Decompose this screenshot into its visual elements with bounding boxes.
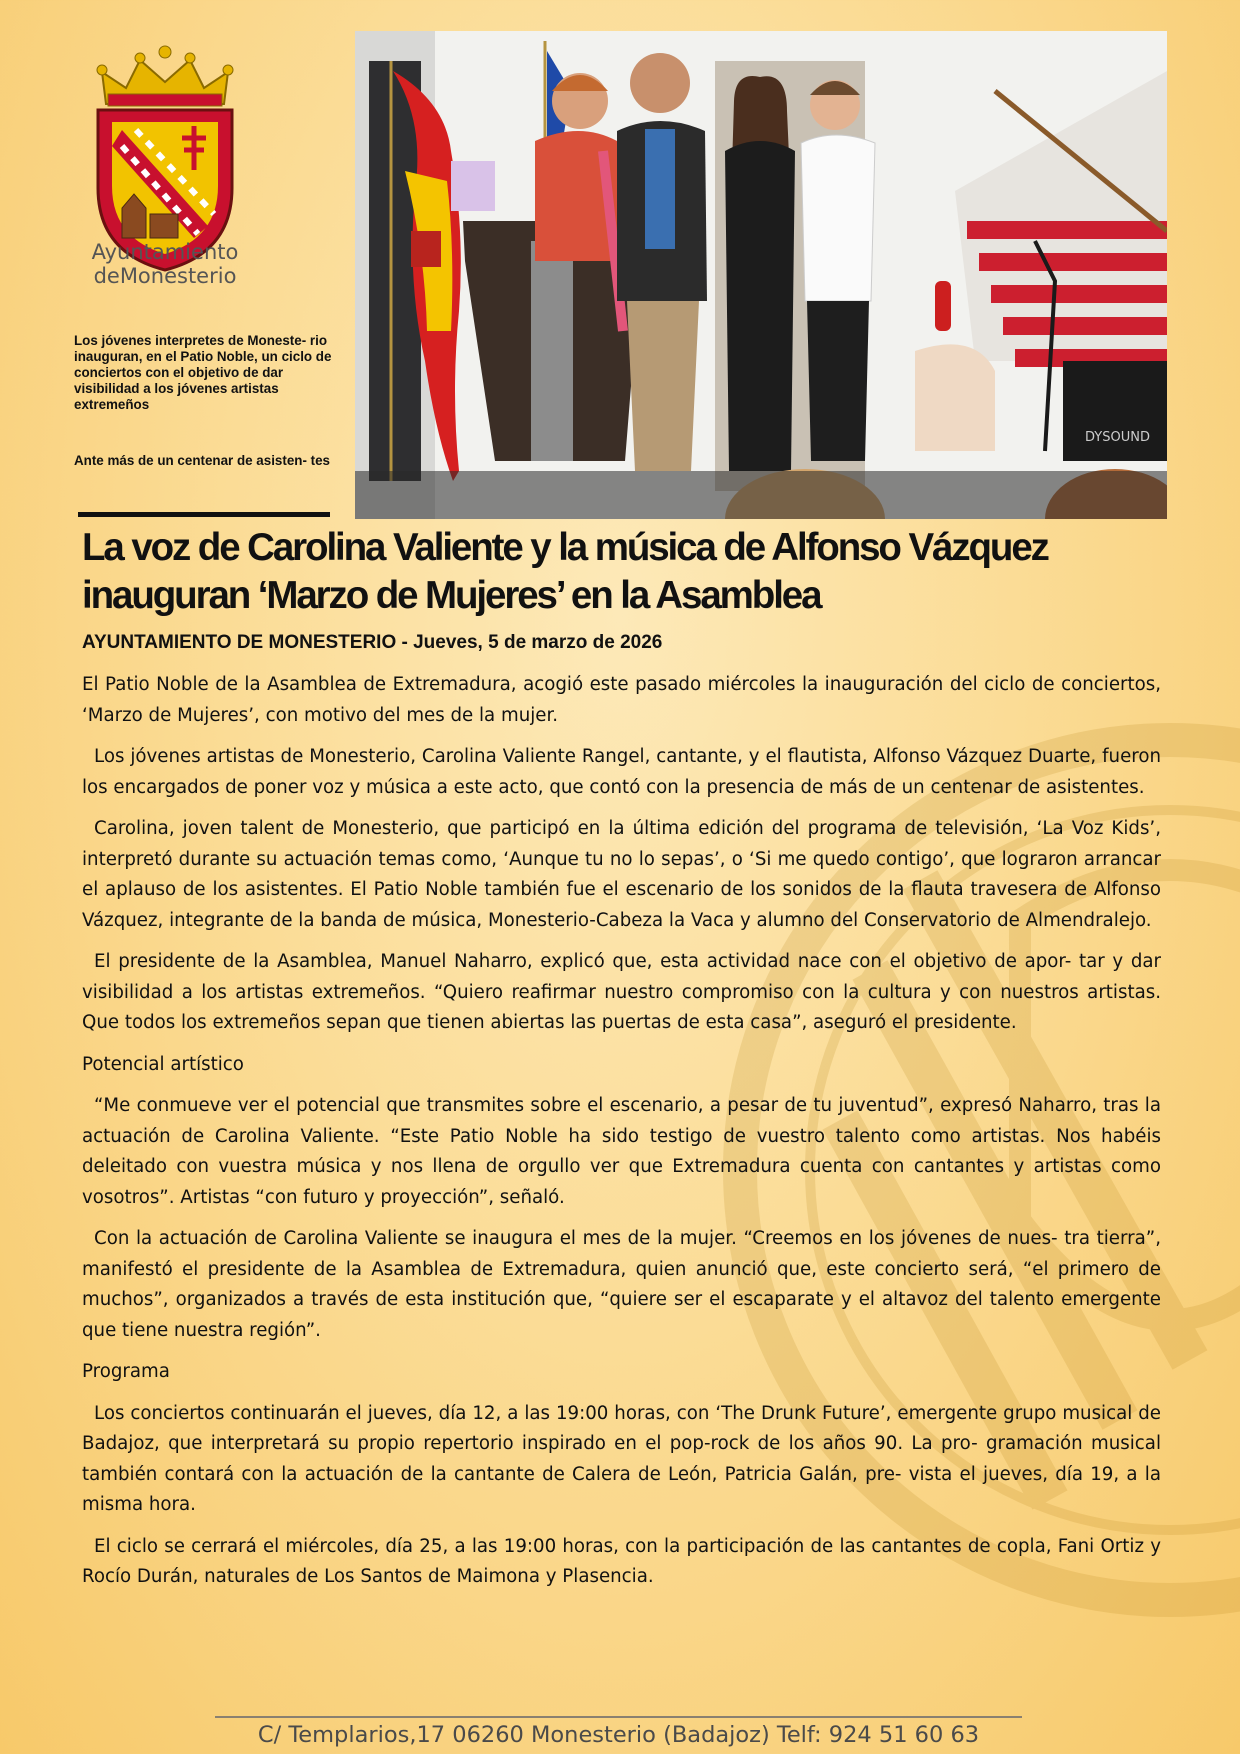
logo-line-1: Ayuntamiento [91,240,239,264]
divider-rule [78,512,330,517]
footer-address: C/ Templarios,17 06260 Monesterio (Badajoz) Telf: 924 51 60 63 [257,1722,980,1748]
article-paragraph: Con la actuación de Carolina Valiente se inaugura el mes de la mujer. “Creemos en los jóvenes de nues- tra tierra”, manifestó el presidente de la Asamblea de Extremadura, quien anunció que, este concierto será, “el primero de muchos”, organizados a través de esta institución que, “quiere ser el escaparate y el altavoz del talento emergente que tiene nuestra región”. [82,1228,1161,1341]
case-label: DYSOUND [1085,430,1150,445]
article-paragraph: El ciclo se cerrará el miércoles, día 25, a las 19:00 horas, con la participación de las cantantes de copla, Fani Ortiz y Rocío Durán, naturales de Los Santos de Maimona y Plasencia. [82,1535,1161,1587]
sidebar-note-2: Ante más de un centenar de asisten- tes [74,453,330,468]
event-photo [355,31,1167,519]
article-paragraph: El presidente de la Asamblea, Manuel Naharro, explicó que, esta actividad nace con el objetivo de apor- tar y dar visibilidad a los artistas extremeños. “Quiero reafirmar nuestro compromiso con la cultura y con nuestros artistas. Que todos los extremeños sepan que tienen abiertas las puertas de esta casa”, aseguró el presidente. [82,951,1161,1033]
article-paragraph: El Patio Noble de la Asamblea de Extremadura, acogió este pasado miércoles la inauguración del ciclo de conciertos, ‘Marzo de Mujeres’, con motivo del mes de la mujer. [82,674,1161,726]
article-headline: La voz de Carolina Valiente y la música de Alfonso Vázquez inauguran ‘Marzo de Mujeres’ en la Asamblea [82,526,1048,617]
logo-wordmark [60,240,270,288]
article-subheading: Programa [82,1361,170,1382]
article-paragraph: Carolina, joven talent de Monesterio, que participó en la última edición del programa de televisión, ‘La Voz Kids’, interpretó durante su actuación temas como, ‘Aunque tu no lo sepas’, o ‘Si me quedo contigo’, que lograron arrancar el aplauso de los asistentes. El Patio Noble también fue el escenario de los sonidos de la flauta travesera de Alfonso Vázquez, integrante de la banda de música, Monesterio-Cabeza la Vaca y alumno del Conservatorio de Almendralejo. [82,818,1161,931]
logo-line-2: deMonesterio [93,264,237,288]
sidebar-note-1: Los jóvenes interpretes de Moneste- rio inauguran, en el Patio Noble, un ciclo de conciertos con el objetivo de dar visibilidad a los jóvenes artistas extremeños [74,333,332,412]
article-subheading: Potencial artístico [82,1053,244,1075]
article-paragraph: Los jóvenes artistas de Monesterio, Carolina Valiente Rangel, cantante, y el flautista, Alfonso Vázquez Duarte, fueron los encargados de poner voz y música a este acto, que contó con la presencia de más de un centenar de asistentes. [82,746,1161,798]
article-body [82,670,1161,1604]
article-paragraph: “Me conmueve ver el potencial que transmites sobre el escenario, a pesar de tu juventud”, expresó Naharro, tras la actuación de Carolina Valiente. “Este Patio Noble ha sido testigo de vuestro talento como artistas. Nos habéis deleitado con vuestra música y nos llena de orgullo ver que Extremadura cuenta con cantantes y artistas como vosotros”. Artistas “con futuro y proyección”, señaló. [82,1095,1161,1208]
article-byline: AYUNTAMIENTO DE MONESTERIO - Jueves, 5 de marzo de 2026 [82,632,663,653]
footer-rule [215,1716,1022,1718]
article-paragraph: Los conciertos continuarán el jueves, día 12, a las 19:00 horas, con ‘The Drunk Future’, emergente grupo musical de Badajoz, que interpretará su propio repertorio inspirado en el pop-rock de los años 90. La pro- gramación musical también contará con la actuación de la cantante de Calera de León, Patricia Galán, pre- vista el jueves, día 19, a la misma hora. [82,1402,1161,1515]
